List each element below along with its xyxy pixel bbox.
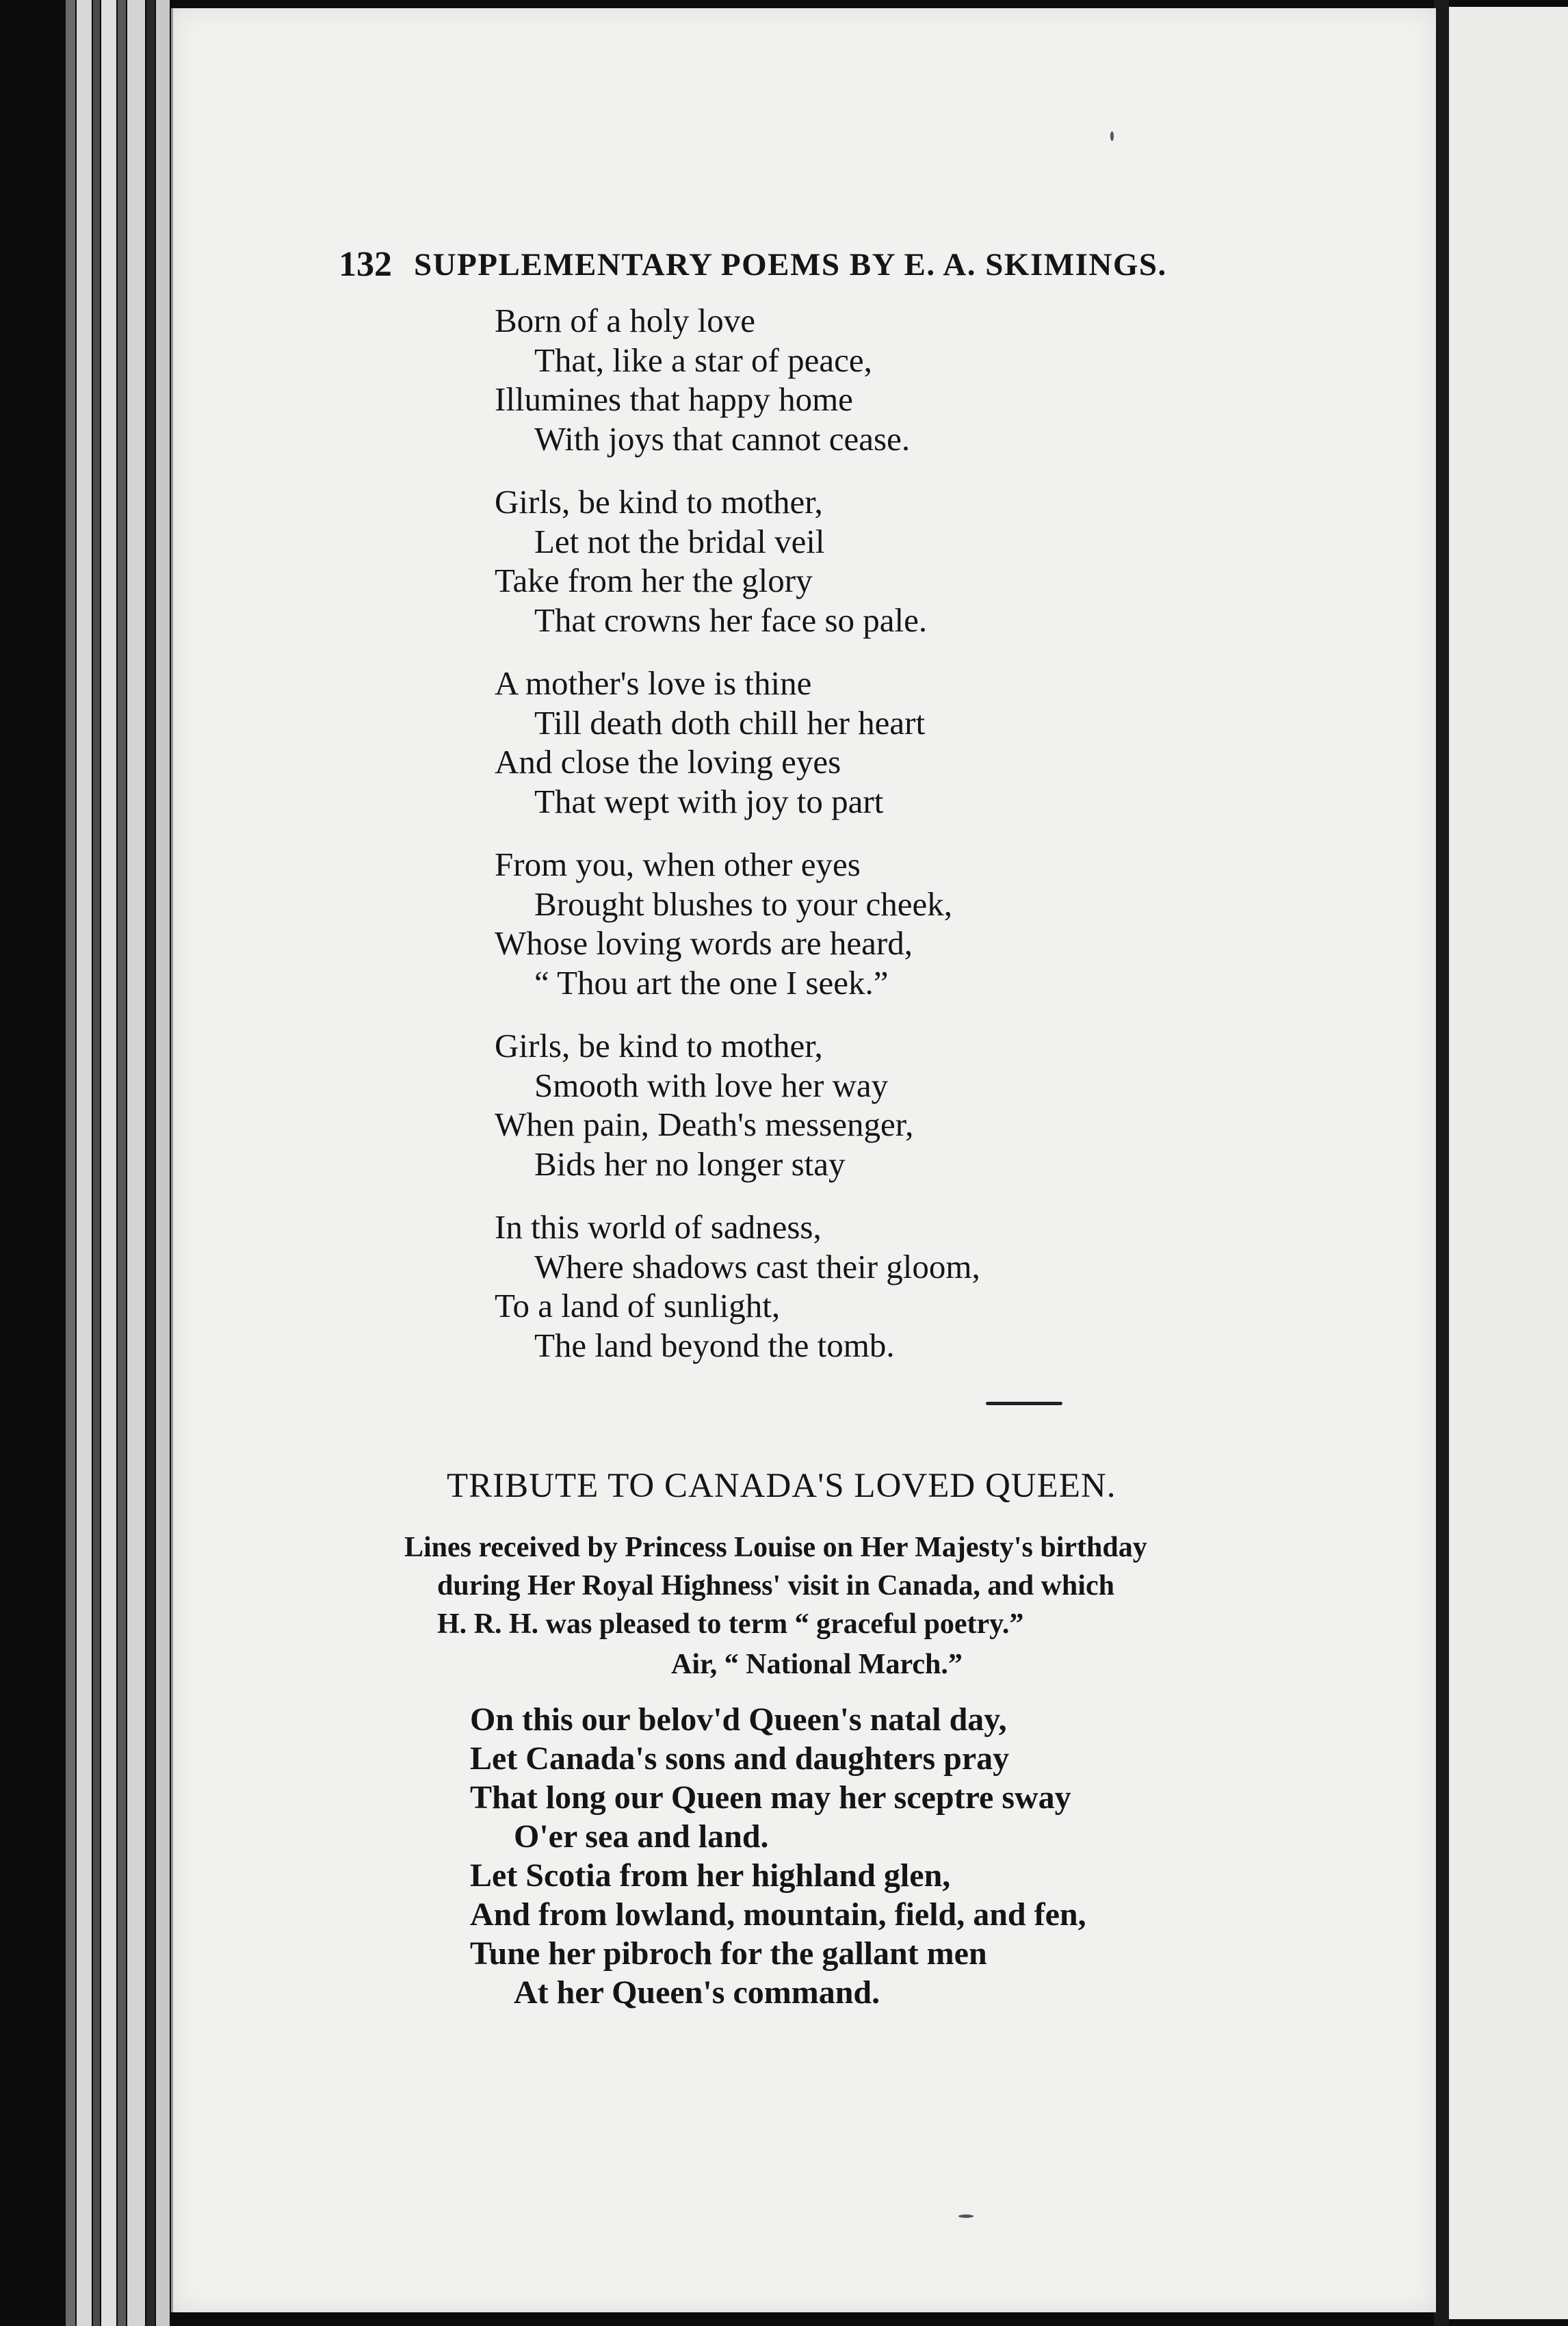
book-edge-stripe — [118, 0, 126, 2326]
poem-line: When pain, Death's messenger, — [495, 1106, 914, 1143]
poem-line: Till death doth chill her heart — [534, 703, 926, 742]
poem-line: In this world of sadness, — [495, 1208, 822, 1246]
poem-introduction — [404, 1528, 1472, 1643]
poem-line: Let Canada's sons and daughters pray — [470, 1740, 1010, 1777]
book-edge-stripe — [156, 0, 170, 2326]
poem-line: On this our belov'd Queen's natal day, — [470, 1701, 1007, 1738]
book-edge-stripe — [146, 0, 155, 2326]
print-speck — [1110, 131, 1114, 141]
poem-line: Illumines that happy home — [495, 380, 853, 418]
book-edge-stripe — [66, 0, 75, 2326]
poem-line: Whose loving words are heard, — [495, 924, 913, 962]
stanza — [495, 1207, 1288, 1365]
book-edge-stripe — [101, 0, 116, 2326]
book-edge-stripe — [77, 0, 92, 2326]
book-edge-stripe — [127, 0, 145, 2326]
poem-line: That, like a star of peace, — [534, 341, 872, 379]
intro-line: H. R. H. was pleased to term “ graceful poetry.” — [437, 1608, 1024, 1640]
poem-line: And close the loving eyes — [495, 743, 841, 781]
poem-line: Let Scotia from her highland glen, — [470, 1857, 951, 1894]
stanza — [495, 482, 1288, 640]
section-divider — [986, 1398, 1062, 1408]
poem-line: Where shadows cast their gloom, — [534, 1247, 980, 1285]
poem-line: And from lowland, mountain, field, and fen, — [470, 1896, 1086, 1933]
poem-line: Take from her the glory — [495, 562, 813, 599]
intro-line: during Her Royal Highness' visit in Canada, and which — [437, 1570, 1114, 1602]
poem-line: Girls, be kind to mother, — [495, 483, 823, 521]
tune-note: Air, “ National March.” — [671, 1649, 963, 1680]
poem-line: A mother's love is thine — [495, 664, 812, 702]
poem-line: Smooth with love her way — [534, 1066, 889, 1104]
poem-title: TRIBUTE TO CANADA'S LOVED QUEEN. — [447, 1467, 1116, 1505]
stanza — [495, 301, 1288, 458]
page-number: 132 — [339, 245, 392, 284]
book-page — [171, 8, 1436, 2312]
poem-line: Tune her pibroch for the gallant men — [470, 1935, 987, 1972]
poem-line: Born of a holy love — [495, 302, 756, 339]
poem-line: To a land of sunlight, — [495, 1287, 781, 1324]
poem-line: Girls, be kind to mother, — [495, 1027, 823, 1064]
running-header — [339, 237, 1447, 292]
book-edge-stripe — [93, 0, 100, 2326]
poem-line: O'er sea and land. — [514, 1818, 769, 1855]
poem-continued — [495, 301, 1288, 1389]
poem-line: Brought blushes to your cheek, — [534, 885, 953, 923]
poem-line: That crowns her face so pale. — [534, 601, 928, 639]
poem-line: From you, when other eyes — [495, 846, 861, 883]
poem-line: “ Thou art the one I seek.” — [534, 963, 889, 1002]
running-title: SUPPLEMENTARY POEMS BY E. A. SKIMINGS. — [414, 247, 1167, 283]
poem-line: Bids her no longer stay — [534, 1145, 846, 1183]
stanza — [495, 664, 1288, 821]
poem-line: At her Queen's command. — [514, 1974, 880, 2011]
poem-line: That long our Queen may her sceptre sway — [470, 1779, 1071, 1816]
stanza — [495, 1026, 1288, 1184]
tribute-poem — [470, 1700, 1455, 2012]
poem-line: With joys that cannot cease. — [534, 419, 911, 458]
facing-page-edge — [1449, 7, 1568, 2319]
poem-line: Let not the bridal veil — [534, 522, 825, 560]
stanza — [495, 845, 1288, 1002]
poem-line: That wept with joy to part — [534, 782, 884, 820]
intro-line: Lines received by Princess Louise on Her Majesty's birthday — [404, 1532, 1147, 1563]
page-content — [173, 8, 1436, 2312]
poem-line: The land beyond the tomb. — [534, 1326, 895, 1364]
print-speck — [958, 2214, 974, 2218]
